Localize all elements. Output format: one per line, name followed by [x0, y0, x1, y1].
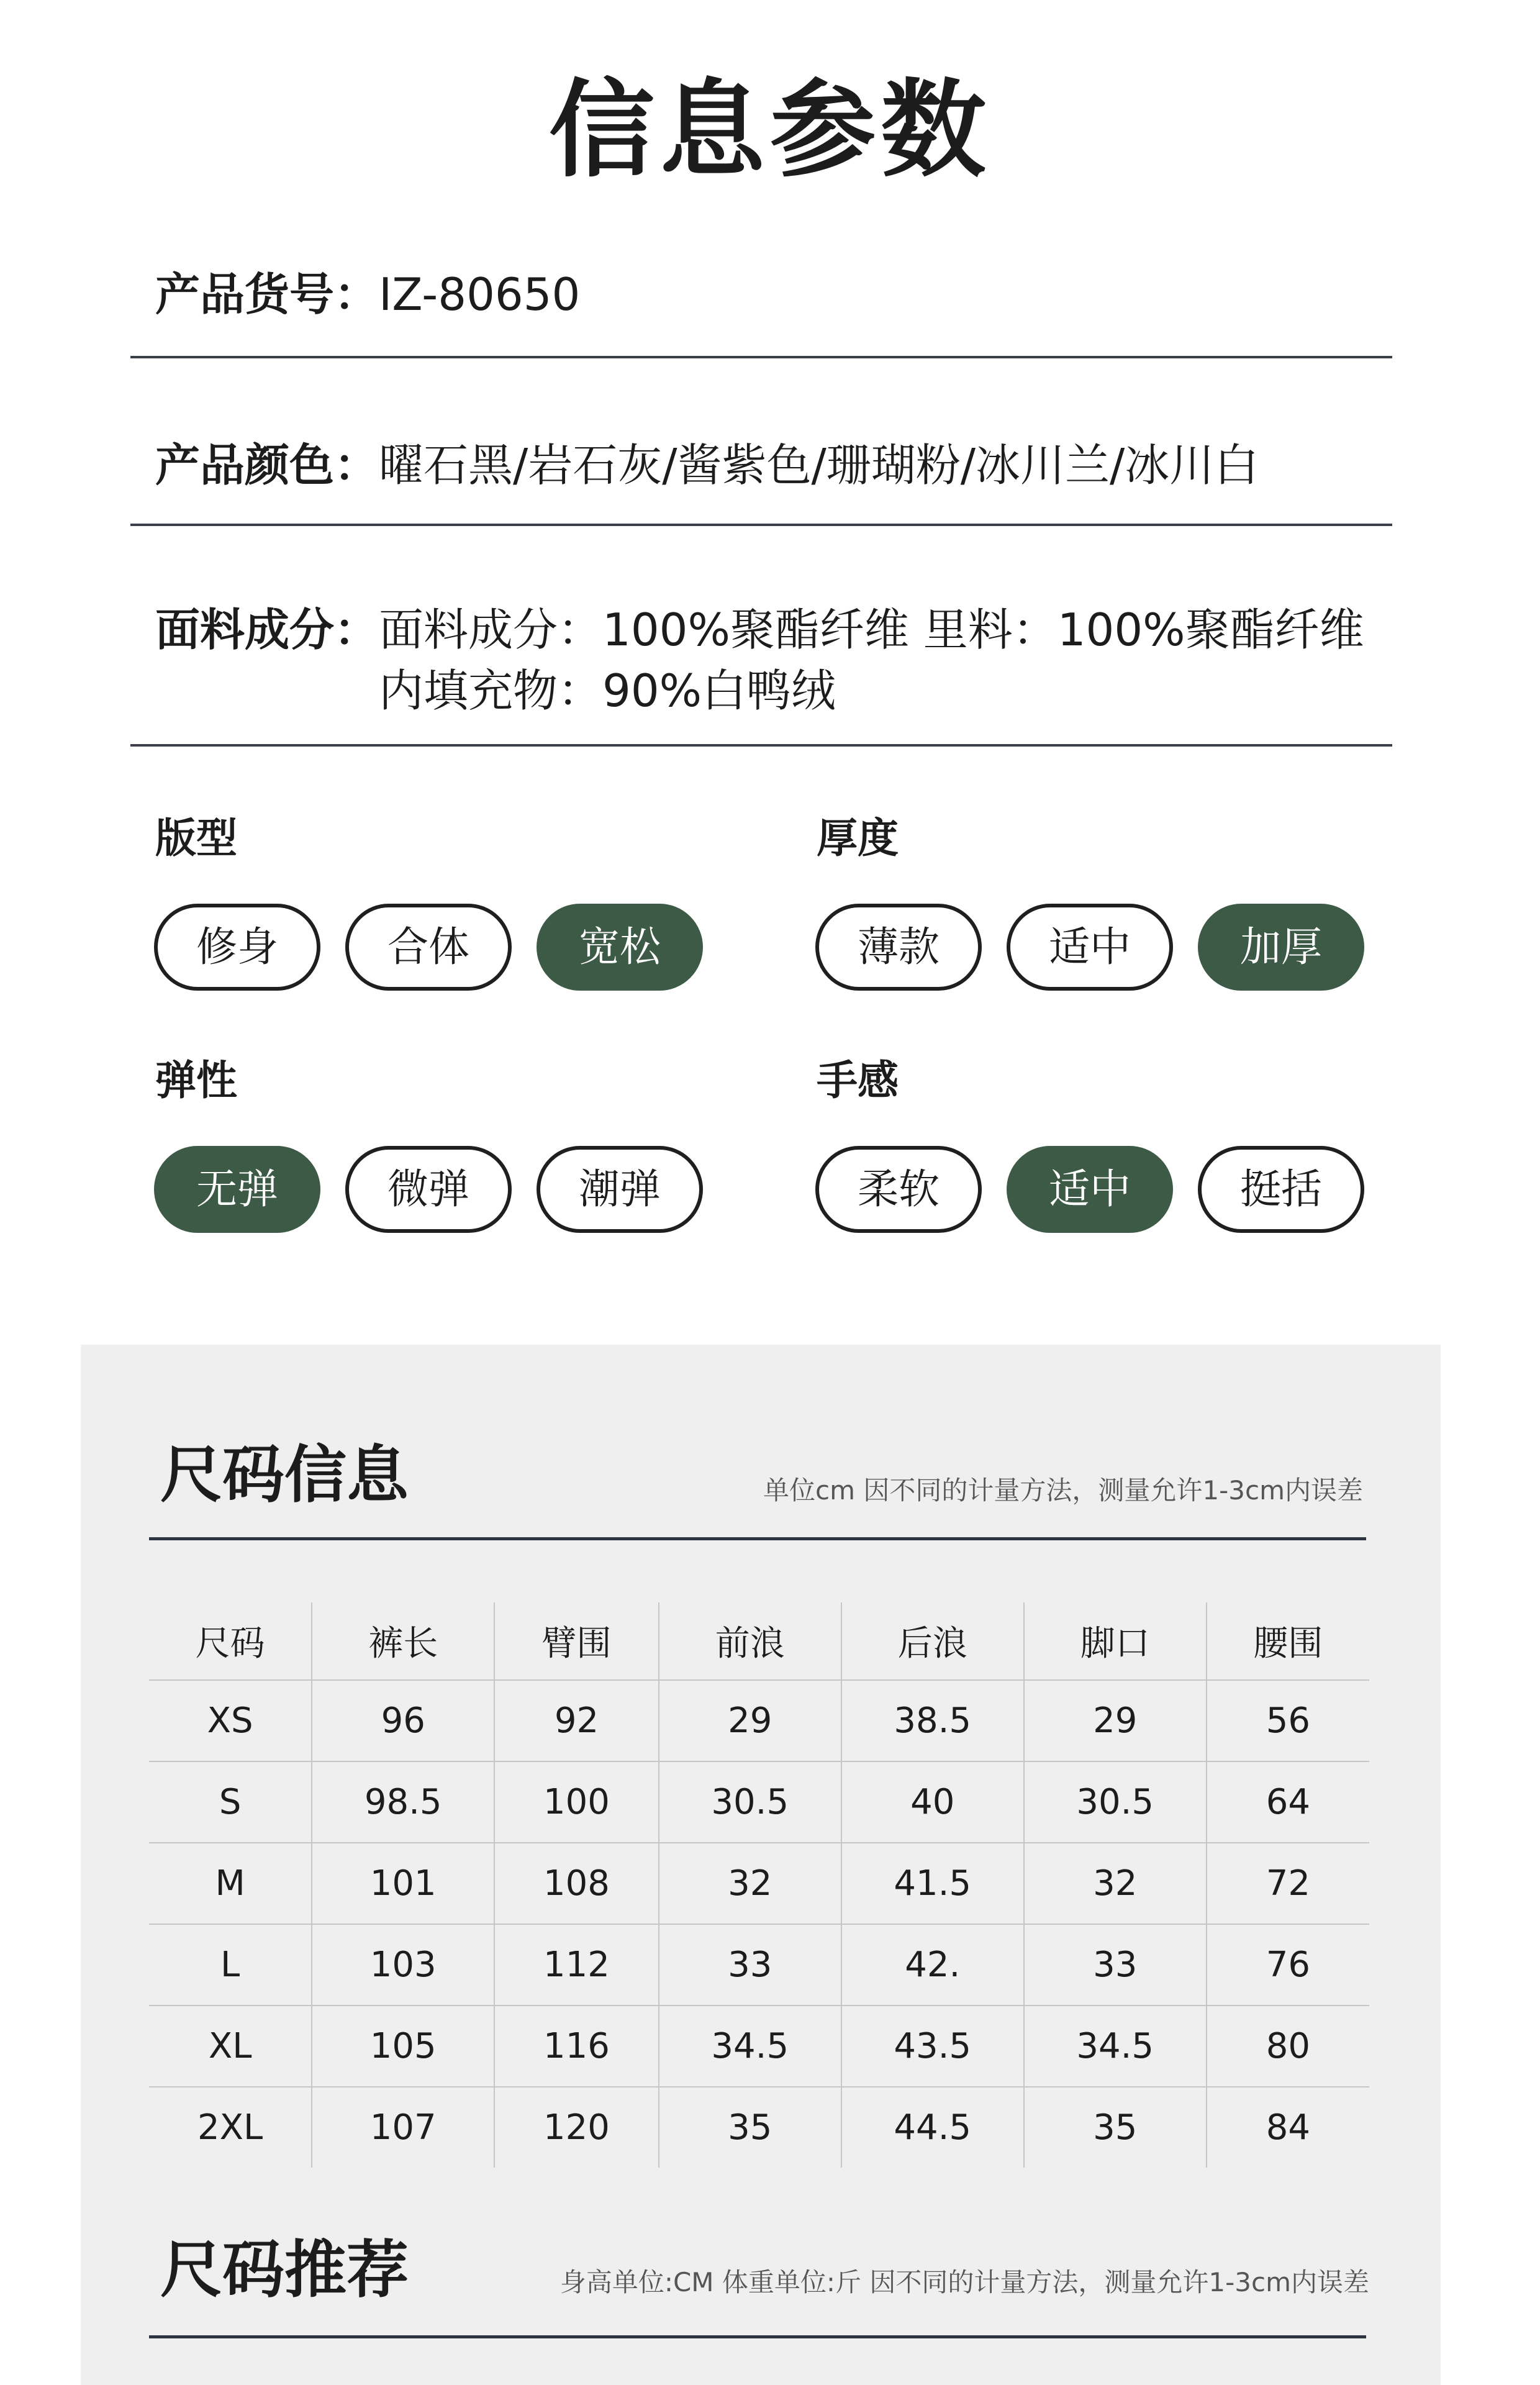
table-cell: 32: [659, 1843, 841, 1924]
table-row: [149, 1843, 1369, 1924]
table-cell: XS: [149, 1680, 312, 1761]
elasticity-option-1: 无弹: [154, 1146, 320, 1233]
table-row: [149, 2006, 1369, 2087]
elasticity-option-2: 微弹: [345, 1146, 512, 1233]
table-cell: 29: [659, 1680, 841, 1761]
table-cell: L: [149, 1924, 312, 2006]
elasticity-label: 弹性: [155, 1056, 237, 1104]
product-code-value: IZ-80650: [379, 268, 581, 320]
table-cell: 56: [1207, 1680, 1369, 1761]
table-cell: 101: [312, 1843, 494, 1924]
thickness-label: 厚度: [817, 814, 899, 862]
thickness-option-3: 加厚: [1198, 904, 1364, 991]
table-cell: 112: [494, 1924, 659, 2006]
table-cell: 44.5: [841, 2087, 1024, 2168]
table-cell: 80: [1207, 2006, 1369, 2087]
divider: [130, 744, 1392, 747]
table-cell: 103: [312, 1924, 494, 2006]
table-header-cell: 臂围: [494, 1602, 659, 1680]
table-cell: 84: [1207, 2087, 1369, 2168]
fabric-line-1: 面料成分：100%聚酯纤维 里料：100%聚酯纤维: [379, 604, 1364, 656]
table-cell: 34.5: [659, 2006, 841, 2087]
divider: [130, 356, 1392, 358]
table-cell: 107: [312, 2087, 494, 2168]
table-cell: 76: [1207, 1924, 1369, 2006]
product-code-label: 产品货号：: [155, 268, 379, 320]
table-cell: 33: [1024, 1924, 1207, 2006]
product-color-label: 产品颜色：: [155, 439, 379, 491]
fit-option-3: 宽松: [537, 904, 703, 991]
table-cell: 64: [1207, 1761, 1369, 1843]
table-header-cell: 后浪: [841, 1602, 1024, 1680]
feel-option-3: 挺括: [1198, 1146, 1364, 1233]
table-cell: 43.5: [841, 2006, 1024, 2087]
table-cell: 35: [1024, 2087, 1207, 2168]
table-header-cell: 脚口: [1024, 1602, 1207, 1680]
size-info-divider: [149, 1537, 1366, 1540]
table-cell: 30.5: [659, 1761, 841, 1843]
table-cell: S: [149, 1761, 312, 1843]
table-cell: 29: [1024, 1680, 1207, 1761]
table-cell: 32: [1024, 1843, 1207, 1924]
table-header-cell: 裤长: [312, 1602, 494, 1680]
table-cell: M: [149, 1843, 312, 1924]
size-recommend-title: 尺码推荐: [160, 2233, 409, 2306]
table-cell: 100: [494, 1761, 659, 1843]
table-cell: 30.5: [1024, 1761, 1207, 1843]
size-info-title: 尺码信息: [160, 1438, 409, 1511]
table-cell: 42.: [841, 1924, 1024, 2006]
table-header-row: [149, 1602, 1369, 1680]
size-table: [149, 1602, 1369, 2168]
table-row: [149, 1924, 1369, 2006]
page-title: 信息参数: [548, 69, 991, 192]
thickness-option-1: 薄款: [815, 904, 982, 991]
size-info-note: 单位cm 因不同的计量方法，测量允许1-3cm内误差: [763, 1475, 1363, 1506]
info-product-color: [155, 435, 1259, 496]
table-cell: 35: [659, 2087, 841, 2168]
fabric-line-2: 内填充物：90%白鸭绒: [379, 665, 836, 717]
table-cell: 72: [1207, 1843, 1369, 1924]
fabric-label: 面料成分：: [155, 604, 379, 656]
feel-label: 手感: [817, 1056, 899, 1104]
table-cell: 33: [659, 1924, 841, 2006]
fabric-value: [379, 599, 1364, 721]
feel-option-1: 柔软: [815, 1146, 982, 1233]
divider: [130, 524, 1392, 526]
table-cell: 120: [494, 2087, 659, 2168]
table-row: [149, 2087, 1369, 2168]
table-cell: 108: [494, 1843, 659, 1924]
table-cell: 2XL: [197, 2107, 263, 2148]
fit-option-2: 合体: [345, 904, 512, 991]
table-header-cell: 前浪: [659, 1602, 841, 1680]
table-cell: 40: [841, 1761, 1024, 1843]
table-cell: 116: [494, 2006, 659, 2087]
table-header-cell: 腰围: [1207, 1602, 1369, 1680]
table-cell: 92: [494, 1680, 659, 1761]
product-color-value: 曜石黑/岩石灰/酱紫色/珊瑚粉/冰川兰/冰川白: [379, 439, 1259, 491]
table-cell: 34.5: [1024, 2006, 1207, 2087]
fit-option-1: 修身: [154, 904, 320, 991]
table-row: [149, 1761, 1369, 1843]
info-fabric: [155, 599, 1364, 721]
table-cell: XL: [149, 2006, 312, 2087]
table-cell: 38.5: [841, 1680, 1024, 1761]
size-recommend-divider: [149, 2335, 1366, 2338]
table-cell: 96: [312, 1680, 494, 1761]
fit-label: 版型: [155, 814, 237, 862]
feel-option-2: 适中: [1007, 1146, 1173, 1233]
size-recommend-note: 身高单位:CM 体重单位:斤 因不同的计量方法，测量允许1-3cm内误差: [559, 2267, 1369, 2297]
elasticity-option-3: 潮弹: [537, 1146, 703, 1233]
info-product-code: [155, 264, 580, 325]
table-cell: 98.5: [312, 1761, 494, 1843]
table-row: [149, 1680, 1369, 1761]
table-header-cell: 尺码: [149, 1602, 312, 1680]
table-cell: 105: [312, 2006, 494, 2087]
table-cell: 41.5: [841, 1843, 1024, 1924]
thickness-option-2: 适中: [1007, 904, 1173, 991]
